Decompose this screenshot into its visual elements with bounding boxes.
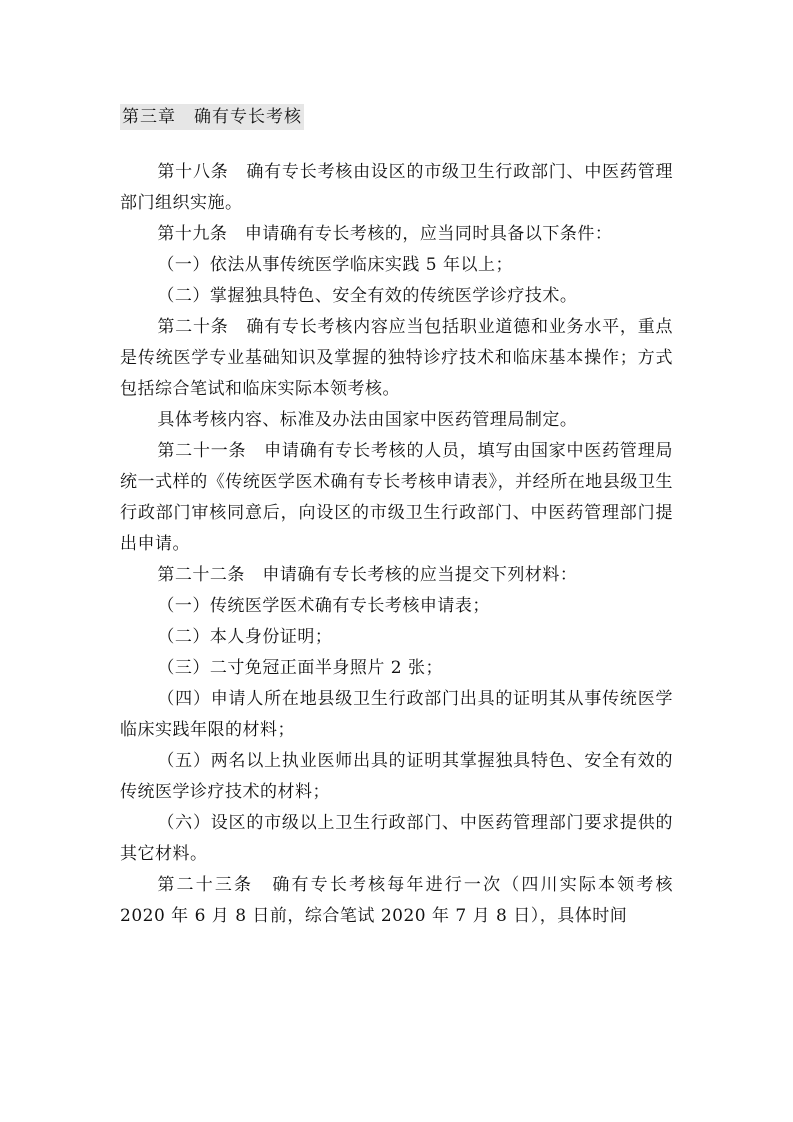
article-23: 第二十三条 确有专长考核每年进行一次（四川实际本领考核 2020 年 6 月 8 日前，综合笔试 2020 年 7 月 8 日），具体时间 [120, 875, 673, 926]
article-22-item-3: （三）二寸免冠正面半身照片 2 张； [157, 658, 444, 678]
document-body [120, 157, 673, 932]
article-20: 第二十条 确有专长考核内容应当包括职业道德和业务水平，重点是传统医学专业基础知识及掌握的独特诊疗技术和临床基本操作；方式包括综合笔试和临床实际本领考核。 [120, 317, 673, 399]
article-22: 第二十二条 申请确有专长考核的应当提交下列材料： [157, 565, 578, 585]
article-18: 第十八条 确有专长考核由设区的市级卫生行政部门、中医药管理部门组织实施。 [120, 162, 673, 213]
article-22-item-5: （五）两名以上执业医师出具的证明其掌握独具特色、安全有效的传统医学诊疗技术的材料； [120, 751, 673, 802]
chapter-heading: 第三章 确有专长考核 [120, 104, 304, 130]
article-22-item-6: （六）设区的市级以上卫生行政部门、中医药管理部门要求提供的其它材料。 [120, 813, 673, 864]
article-19: 第十九条 申请确有专长考核的，应当同时具备以下条件： [157, 224, 613, 244]
article-19-item-2: （二）掌握独具特色、安全有效的传统医学诊疗技术。 [157, 286, 578, 306]
article-22-item-2: （二）本人身份证明； [157, 627, 333, 647]
article-19-item-1: （一）依法从事传统医学临床实践 5 年以上； [157, 255, 514, 275]
article-21: 第二十一条 申请确有专长考核的人员，填写由国家中医药管理局统一式样的《传统医学医术确有专长考核申请表》，并经所在地县级卫生行政部门审核同意后，向设区的市级卫生行政部门、中医药管理部门提出申请。 [120, 441, 673, 554]
article-22-item-4: （四）申请人所在地县级卫生行政部门出具的证明其从事传统医学临床实践年限的材料； [120, 689, 673, 740]
article-22-item-1: （一）传统医学医术确有专长考核申请表； [157, 596, 490, 616]
article-20-note: 具体考核内容、标准及办法由国家中医药管理局制定。 [157, 410, 578, 430]
